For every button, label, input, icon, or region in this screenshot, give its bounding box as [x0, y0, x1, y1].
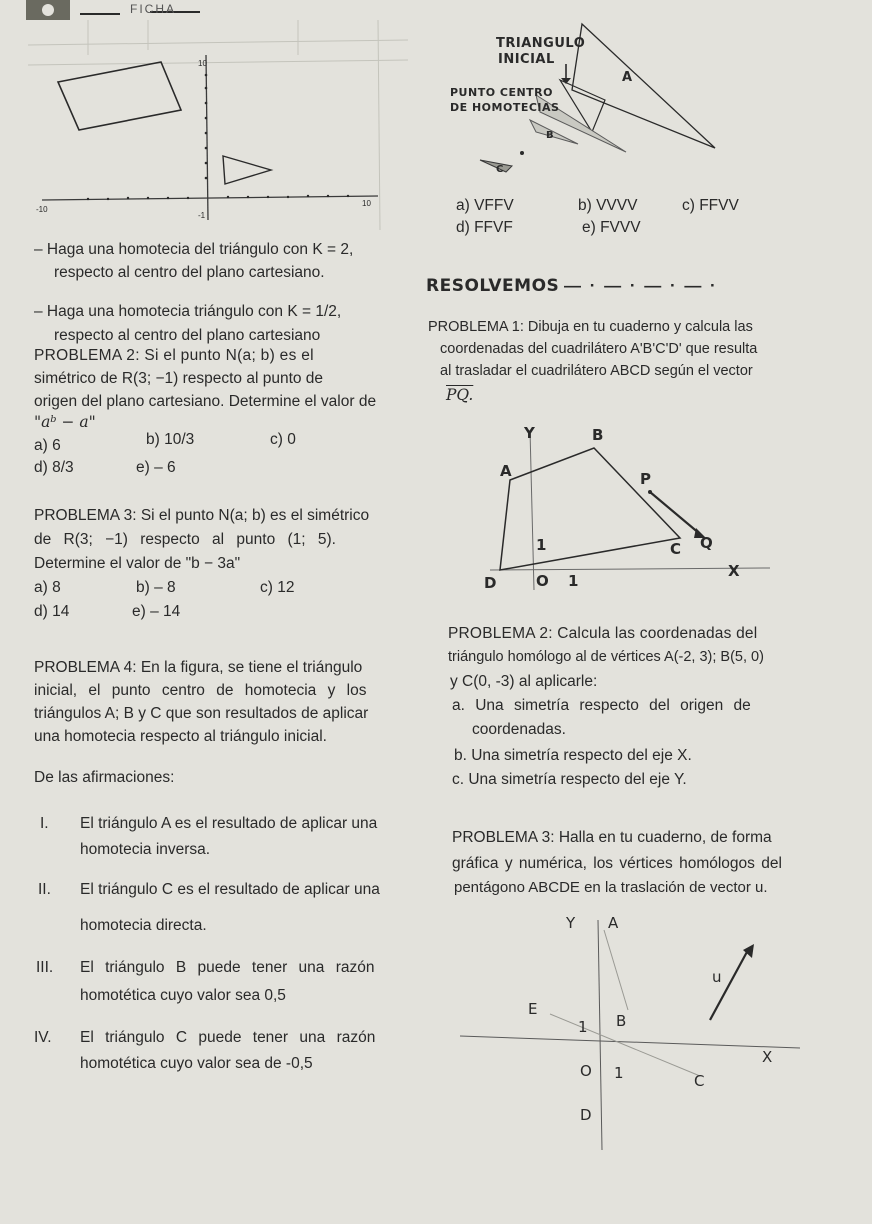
graph-x-right-label: 10: [362, 199, 371, 208]
fig3-axis-x: X: [762, 1048, 773, 1066]
p3-left-line3: Determine el valor de "b − 3a": [34, 555, 241, 572]
p3-right-line1: PROBLEMA 3: Halla en tu cuaderno, de forma: [452, 829, 772, 846]
p4-left-line3: triángulos A; B y C que son resultados de aplicar: [34, 705, 369, 722]
p2-left-option-d: d) 8/3: [34, 459, 74, 476]
p3-right-line3: pentágono ABCDE en la traslación de vector u.: [454, 879, 768, 896]
label-de-homotecias: DE HOMOTECIAS: [450, 101, 560, 114]
p3-left-option-a: a) 8: [34, 579, 61, 596]
fig1-point-Q: Q: [700, 534, 713, 552]
fig1-x-tick-1: 1: [568, 572, 579, 590]
fig3-vertex-B: B: [616, 1012, 627, 1030]
label-triangle-B: B: [546, 130, 555, 141]
p2-right-line2: triángulo homólogo al de vértices A(-2, 3); B(5, 0): [448, 649, 764, 665]
fig3-axis-y: Y: [566, 914, 576, 932]
resolvemos-title: RESOLVEMOS: [426, 276, 560, 296]
fig3-vertex-E: E: [528, 1000, 538, 1018]
fig3-x-tick-1: 1: [614, 1064, 624, 1082]
resolvemos-dashes: — · — · — · — ·: [564, 276, 718, 295]
label-triangulo: TRIANGULO: [496, 36, 586, 51]
p2-right-line1: PROBLEMA 2: Calcula las coordenadas del: [448, 625, 758, 642]
header-title: FICHA: [130, 2, 176, 16]
p2-left-option-b: b) 10/3: [146, 431, 195, 448]
topright-option-a: a) VFFV: [456, 197, 514, 214]
fig1-point-P: P: [640, 470, 651, 488]
cartesian-grid-graph: [28, 20, 408, 230]
quadrilateral-figure: [470, 420, 790, 600]
statement-IV-number: IV.: [34, 1029, 52, 1046]
label-punto-centro: PUNTO CENTRO: [450, 86, 554, 99]
p2-right-line3: y C(0, -3) al aplicarle:: [450, 673, 598, 690]
fig1-vertex-C: C: [670, 540, 682, 558]
p1-right-line2: coordenadas del cuadrilátero A'B'C'D' que resulta: [440, 341, 758, 357]
p4-left-line4: una homotecia respecto al triángulo inicial.: [34, 728, 327, 745]
fig1-vertex-A: A: [500, 462, 512, 480]
header-logo-icon: [24, 0, 74, 22]
statement-II-line1: El triángulo C es el resultado de aplicar una: [80, 881, 380, 898]
graph-y-bottom-label: -1: [198, 211, 206, 220]
fig1-origin-O: O: [536, 572, 549, 590]
topleft-item1-line1: – Haga una homotecia del triángulo con K = 2,: [34, 241, 354, 258]
topleft-item2-line1: – Haga una homotecia triángulo con K = 1/2,: [34, 303, 342, 320]
fig3-vertex-A: A: [608, 914, 619, 932]
label-triangle-C: C: [496, 164, 504, 175]
statement-IV-line1: El triángulo C puede tener una razón: [80, 1029, 376, 1046]
statement-III-number: III.: [36, 959, 54, 976]
pentagon-translation-figure: [460, 910, 800, 1160]
p4-left-line5: De las afirmaciones:: [34, 769, 175, 786]
p2-left-option-e: e) – 6: [136, 459, 176, 476]
label-inicial: INICIAL: [498, 52, 555, 67]
p3-left-option-d: d) 14: [34, 603, 70, 620]
fig3-vertex-D: D: [580, 1106, 592, 1124]
p2-left-line3: origen del plano cartesiano. Determine el valor de: [34, 393, 377, 410]
label-triangle-A: A: [622, 70, 633, 85]
topright-option-d: d) FFVF: [456, 219, 513, 236]
p1-right-line1: PROBLEMA 1: Dibuja en tu cuaderno y calcula las: [428, 319, 753, 335]
p3-left-line1: PROBLEMA 3: Si el punto N(a; b) es el simétrico: [34, 507, 370, 524]
fig1-axis-y: Y: [524, 424, 535, 442]
p2-left-line4: "aᵇ − a": [34, 413, 96, 431]
p1-right-line3: al trasladar el cuadrilátero ABCD según el vector: [440, 363, 753, 379]
fig1-y-tick-1: 1: [536, 536, 547, 554]
fig1-axis-x: X: [728, 562, 740, 580]
p2-left-line1: PROBLEMA 2: Si el punto N(a; b) es el: [34, 347, 314, 364]
statement-II-number: II.: [38, 881, 51, 898]
p2-right-item-a-line2: coordenadas.: [472, 721, 566, 738]
statement-I-line2: homotecia inversa.: [80, 841, 211, 858]
statement-I-number: I.: [40, 815, 49, 832]
topright-option-e: e) FVVV: [582, 219, 641, 236]
fig1-vertex-D: D: [484, 574, 497, 592]
fig3-vertex-C: C: [694, 1072, 705, 1090]
p3-left-option-b: b) – 8: [136, 579, 176, 596]
graph-y-top-label: 10: [198, 59, 207, 68]
statement-IV-line2: homotética cuyo valor sea de -0,5: [80, 1055, 313, 1072]
fig3-y-tick-1: 1: [578, 1018, 588, 1036]
statement-II-line2: homotecia directa.: [80, 917, 207, 934]
graph-x-left-label: -10: [36, 205, 48, 214]
p2-right-item-a-line1: a. Una simetría respecto del origen de: [452, 697, 751, 714]
statement-III-line1: El triángulo B puede tener una razón: [80, 959, 375, 976]
statement-I-line1: El triángulo A es el resultado de aplicar una: [80, 815, 378, 832]
p4-left-line1: PROBLEMA 4: En la figura, se tiene el triángulo: [34, 659, 363, 676]
fig3-vector-u: u: [712, 968, 722, 986]
p2-left-option-c: c) 0: [270, 431, 296, 448]
p1-right-line4-vector-pq: PQ.: [446, 386, 474, 404]
fig3-origin-O: O: [580, 1062, 592, 1080]
p2-right-item-b: b. Una simetría respecto del eje X.: [454, 747, 692, 764]
p2-left-line2: simétrico de R(3; −1) respecto al punto de: [34, 370, 324, 387]
resolvemos-heading: [426, 276, 718, 296]
p3-left-option-c: c) 12: [260, 579, 295, 596]
topright-option-b: b) VVVV: [578, 197, 638, 214]
p2-right-item-c: c. Una simetría respecto del eje Y.: [452, 771, 687, 788]
p2-left-option-a: a) 6: [34, 437, 61, 454]
p3-right-line2: gráfica y numérica, los vértices homólogos del: [452, 855, 782, 872]
p3-left-line2: de R(3; −1) respecto al punto (1; 5).: [34, 531, 336, 548]
topleft-item2-line2: respecto al centro del plano cartesiano: [54, 327, 321, 344]
topleft-item1-line2: respecto al centro del plano cartesiano.: [54, 264, 325, 281]
fig1-vertex-B: B: [592, 426, 604, 444]
p3-left-option-e: e) – 14: [132, 603, 181, 620]
p4-left-line2: inicial, el punto centro de homotecia y los: [34, 682, 367, 699]
topright-option-c: c) FFVV: [682, 197, 739, 214]
statement-III-line2: homotética cuyo valor sea 0,5: [80, 987, 286, 1004]
